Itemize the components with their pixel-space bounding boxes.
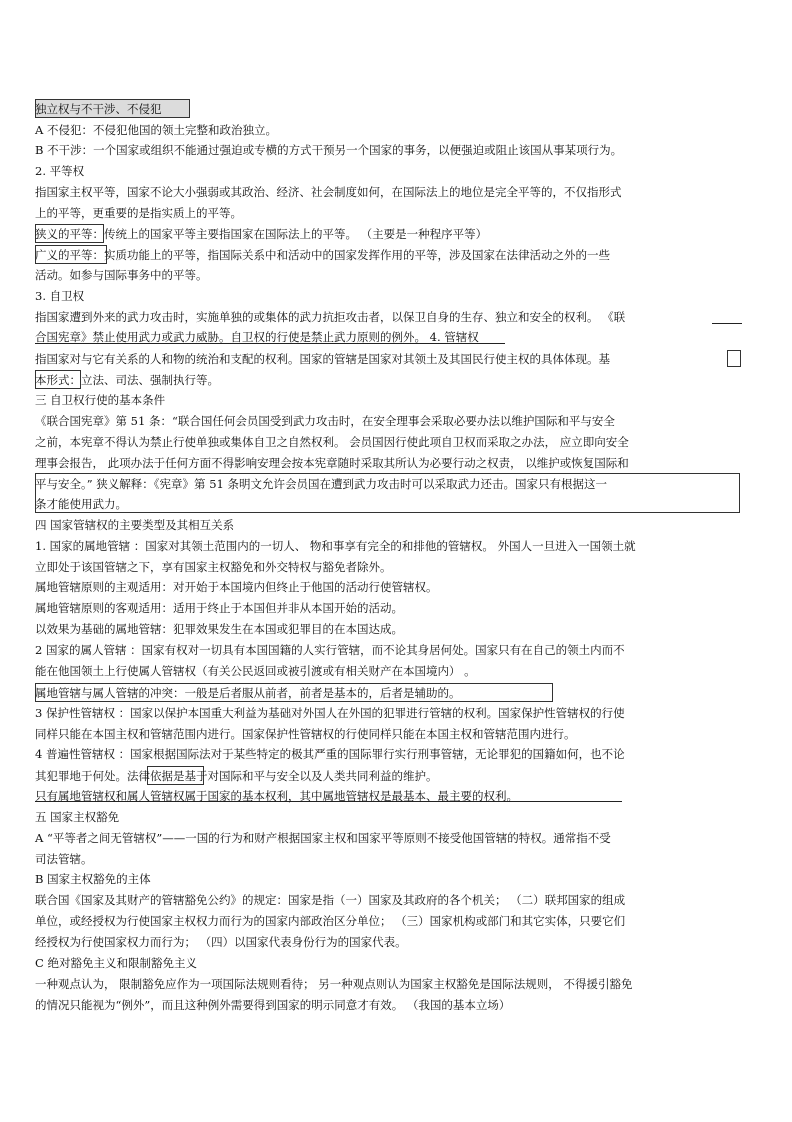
text-line: A “平等者之间无管辖权”——一国的行为和财产根据国家主权和国家平等原则不接受他国管辖的特权。通常指不受 [35, 831, 611, 845]
text-line: 立即处于该国管辖之下，享有国家主权豁免和外交特权与豁免者除外。 [35, 560, 392, 574]
section-heading: 独立权与不干涉、不侵犯 [35, 102, 162, 116]
text-line: 一种观点认为， 限制豁免应作为一项国际法规则看待； 另一种观点则认为国家主权豁免是国际法规则， 不得援引豁免 [35, 977, 633, 991]
text-line: 联合国《国家及其财产的管辖豁免公约》的规定：国家是指（一）国家及其政府的各个机关； （二）联邦国家的组成 [35, 893, 626, 907]
charter-underline [712, 323, 742, 324]
text-line: A 不侵犯：不侵犯他国的领土完整和政治独立。 [35, 123, 277, 137]
text-line: 只有属地管辖权和属人管辖权属于国家的基本权利，其中属地管辖权是最基本、最主要的权利。 [35, 789, 518, 803]
text-line: 司法管辖。 [35, 852, 93, 866]
text-line: 平与安全。” 狭义解释：《宪章》第 51 条明文允许会员国在遭到武力攻击时可以采取武力还击。国家只有根据这一 [35, 477, 607, 491]
section-heading: 三 自卫权行使的基本条件 [35, 393, 166, 407]
text-line: 的情况只能视为“例外”，而且这种例外需要得到国家的明示同意才有效。 （我国的基本立场） [35, 998, 511, 1012]
section-heading: 五 国家主权豁免 [35, 810, 120, 824]
text-line: B 不干涉：一个国家或组织不能通过强迫或专横的方式干预另一个国家的事务，以便强迫或阻止该国从事某项行为。 [35, 143, 623, 157]
text-line: 之前，本宪章不得认为禁止行使单独或集体自卫之自然权利。 会员国因行使此项自卫权而采取之办法， 应立即向安全 [35, 435, 629, 449]
subheading: C 绝对豁免主义和限制豁免主义 [35, 956, 197, 970]
text-line: 3 保护性管辖权 ：国家以保护本国重大利益为基础对外国人在外国的犯罪进行管辖的权利。国家保护性管辖权的行使 [35, 706, 625, 720]
subheading: B 国家主权豁免的主体 [35, 872, 151, 886]
text-line: 属地管辖与属人管辖的冲突：一般是后者服从前者，前者是基本的，后者是辅助的。 [35, 686, 461, 700]
text-line: 《联合国宪章》第 51 条：“联合国任何会员国受到武力攻击时，在安全理事会采取必要办法以维护国际和平与安全 [35, 414, 615, 428]
text-line: 单位，或经授权为行使国家主权权力而行为的国家内部政治区分单位； （三）国家机构或部门和其它实体，只要它们 [35, 914, 626, 928]
text-line: 能在他国领土上行使属人管辖权（有关公民返回或被引渡或有相关财产在本国境内） 。 [35, 664, 476, 678]
section-heading: 四 国家管辖权的主要类型及其相互关系 [35, 518, 235, 532]
subheading: 3. 自卫权 [35, 289, 85, 303]
text-line: 广义的平等：实质功能上的平等，指国际关系中和活动中的国家发挥作用的平等，涉及国家在法律活动之外的一些 [35, 248, 610, 262]
text-line: 4 普遍性管辖权 ：国家根据国际法对于某些特定的极其严重的国际罪行实行刑事管辖，无论罪犯的国籍如何，也不论 [35, 747, 625, 761]
text-line: 以效果为基础的属地管辖：犯罪效果发生在本国或犯罪目的在本国达成。 [35, 622, 403, 636]
text-line: 其犯罪地于何处。法律依据是基于对国际和平与安全以及人类共同利益的维护。 [35, 769, 438, 783]
checkbox-square-icon [727, 350, 741, 367]
text-line: 狭义的平等：传统上的国家平等主要指国家在国际法上的平等。 （主要是一种程序平等） [35, 227, 488, 241]
text-line: 条才能使用武力。 [35, 497, 127, 511]
text-line: 属地管辖原则的主观适用：对开始于本国境内但终止于他国的活动行使管辖权。 [35, 580, 438, 594]
text-line: 1. 国家的属地管辖 ：国家对其领土范围内的一切人、 物和事享有完全的和排他的管辖权。 外国人一旦进入一国领土就 [35, 539, 636, 553]
text-line: 指国家遭到外来的武力攻击时，实施单独的或集体的武力抗拒攻击者，以保卫自身的生存、独立和安全的权利。 《联 [35, 310, 626, 324]
text-line: 理事会报告， 此项办法于任何方面不得影响安理会按本宪章随时采取其所认为必要行动之权责， 以维护或恢复国际和 [35, 456, 629, 470]
text-line: 本形式：立法、司法、强制执行等。 [35, 373, 219, 387]
text-line: 属地管辖原则的客观适用：适用于终止于本国但并非从本国开始的活动。 [35, 601, 403, 615]
text-line: 同样只能在本国主权和管辖范围内进行。国家保护性管辖权的行使同样只能在本国主权和管辖范围内进行。 [35, 727, 576, 741]
text-line: 合国宪章》禁止使用武力或武力威胁。自卫权的行使是禁止武力原则的例外。 4. 管辖权 [35, 330, 479, 344]
text-line: 活动。如参与国际事务中的平等。 [35, 268, 208, 282]
text-line: 经授权为行使国家权力而行为； （四）以国家代表身份行为的国家代表。 [35, 935, 407, 949]
text-line: 指国家主权平等，国家不论大小强弱或其政治、经济、社会制度如何，在国际法上的地位是完全平等的，不仅指形式 [35, 185, 622, 199]
text-line: 上的平等，更重要的是指实质上的平等。 [35, 206, 242, 220]
text-line: 指国家对与它有关系的人和物的统治和支配的权利。国家的管辖是国家对其领土及其国民行使主权的具体体现。基 [35, 352, 610, 366]
subheading: 2. 平等权 [35, 164, 85, 178]
text-line: 2 国家的属人管辖 ：国家有权对一切具有本国国籍的人实行管辖，而不论其身居何处。国家只有在自己的领土内而不 [35, 643, 625, 657]
